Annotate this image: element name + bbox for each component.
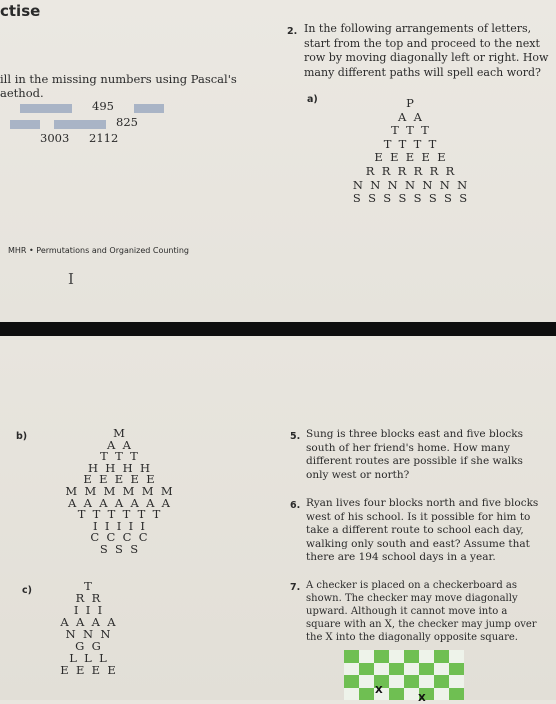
- board-square: [434, 650, 449, 663]
- board-square: [434, 663, 449, 676]
- letter-triangle-a: [330, 97, 490, 206]
- triangle-row: E E E E: [60, 663, 116, 677]
- triangle-row: M: [113, 426, 125, 440]
- section-heading: ctise: [0, 2, 41, 20]
- board-square: [419, 650, 434, 663]
- board-square: [419, 663, 434, 676]
- triangle-row: T T T T: [383, 136, 437, 151]
- board-square: [434, 675, 449, 688]
- question-line: Ryan lives four blocks north and five blocks: [306, 497, 539, 509]
- board-square: [389, 688, 404, 701]
- question-line: take a different route to school each day,: [306, 524, 524, 536]
- triangle-row: C C C C: [90, 530, 148, 545]
- board-square: [404, 675, 419, 688]
- board-square: [449, 675, 464, 688]
- question-6-text: [306, 497, 551, 565]
- triangle-row: I I I: [73, 603, 103, 617]
- question-5-text: [306, 428, 551, 482]
- question-1-line: aethod.: [0, 86, 44, 100]
- board-square: [344, 688, 359, 701]
- question-number: 5.: [290, 431, 301, 442]
- x-mark: X: [375, 685, 383, 696]
- triangle-row: P: [406, 96, 414, 110]
- triangle-row: G G: [75, 639, 101, 653]
- blank-cell: [20, 104, 72, 113]
- x-mark: X: [418, 693, 426, 704]
- triangle-row: T T T T T T: [77, 507, 161, 522]
- board-square: [344, 663, 359, 676]
- triangle-row: H H H H: [87, 460, 151, 475]
- board-square: [404, 688, 419, 701]
- triangle-row: E E E E E: [83, 472, 155, 487]
- triangle-row: T T T: [100, 449, 138, 464]
- board-square: [419, 675, 434, 688]
- pascal-number: 825: [116, 115, 138, 129]
- blank-cell: [54, 120, 106, 129]
- board-square: [374, 663, 389, 676]
- board-square: [359, 675, 374, 688]
- triangle-row: R R R R R R: [365, 163, 455, 178]
- question-line: west of his school. Is it possible for him to: [306, 510, 531, 523]
- triangle-row: T T T: [391, 123, 429, 138]
- triangle-row: S S S: [99, 541, 139, 556]
- board-square: [344, 650, 359, 663]
- pascal-number: 2112: [89, 131, 119, 145]
- board-square: [389, 663, 404, 676]
- triangle-row: I I I I I: [93, 518, 145, 533]
- board-square: [389, 650, 404, 663]
- triangle-row: M M M M M M: [65, 483, 173, 498]
- question-line: south of her friend's home. How many: [306, 441, 510, 454]
- question-7-text: [306, 579, 551, 644]
- question-line: Sung is three blocks east and five blocks: [306, 428, 524, 440]
- part-b-label: b): [16, 431, 28, 442]
- question-number: 2.: [287, 26, 298, 37]
- question-line: In the following arrangements of letters,: [304, 22, 532, 35]
- board-square: [374, 650, 389, 663]
- question-1-text: [0, 72, 250, 100]
- triangle-row: R R: [75, 591, 101, 605]
- checkerboard: [344, 650, 464, 700]
- triangle-row: N N N N N N N: [352, 177, 468, 192]
- board-square: [404, 650, 419, 663]
- question-line: row by moving diagonally left or right. How: [304, 51, 549, 64]
- question-line: start from the top and proceed to the next: [304, 36, 540, 50]
- triangle-row: N N N: [65, 627, 111, 641]
- blank-cell: [134, 104, 164, 113]
- board-square: [449, 688, 464, 701]
- question-2-text: [304, 22, 554, 80]
- triangle-row: L L L: [69, 651, 107, 665]
- triangle-row: A A A A: [60, 615, 116, 629]
- question-line: many different paths will spell each word?: [304, 65, 541, 79]
- question-line: shown. The checker may move diagonally: [306, 593, 518, 604]
- question-line: walking only south and east? Assume that: [306, 537, 530, 550]
- triangle-row: A A A A A A A: [67, 495, 170, 510]
- letter-triangle-c: [30, 580, 146, 676]
- triangle-row: T: [84, 579, 92, 593]
- question-number: 7.: [290, 582, 301, 593]
- board-square: [434, 688, 449, 701]
- pascal-number: 3003: [40, 131, 70, 145]
- triangle-row: E E E E E: [374, 150, 446, 165]
- board-square: [359, 663, 374, 676]
- part-a-label: a): [307, 94, 318, 105]
- board-square: [344, 675, 359, 688]
- text-cursor-icon: I: [68, 270, 74, 288]
- board-square: [449, 663, 464, 676]
- triangle-row: A A: [107, 437, 131, 452]
- board-square: [404, 663, 419, 676]
- question-number: 6.: [290, 500, 301, 511]
- question-line: square with an X, the checker may jump over: [306, 619, 537, 630]
- pascal-number: 495: [92, 99, 114, 113]
- board-square: [359, 688, 374, 701]
- question-line: different routes are possible if she walks: [306, 455, 523, 467]
- blank-cell: [10, 120, 40, 129]
- triangle-row: S S S S S S S S: [352, 191, 468, 206]
- page-footer: MHR • Permutations and Organized Counting: [8, 246, 190, 255]
- board-square: [389, 675, 404, 688]
- triangle-row: A A: [398, 109, 422, 124]
- question-line: there are 194 school days in a year.: [306, 551, 496, 563]
- question-line: A checker is placed on a checkerboard as: [306, 580, 518, 591]
- question-1-line: ill in the missing numbers using Pascal's: [0, 72, 237, 86]
- board-square: [449, 650, 464, 663]
- letter-triangle-b: [44, 428, 194, 556]
- part-c-label: c): [22, 585, 32, 596]
- board-square: [359, 650, 374, 663]
- question-line: only west or north?: [306, 468, 410, 481]
- question-line: upward. Although it cannot move into a: [306, 606, 508, 617]
- question-line: the X into the diagonally opposite square.: [306, 632, 518, 643]
- photo-gap: [0, 322, 556, 336]
